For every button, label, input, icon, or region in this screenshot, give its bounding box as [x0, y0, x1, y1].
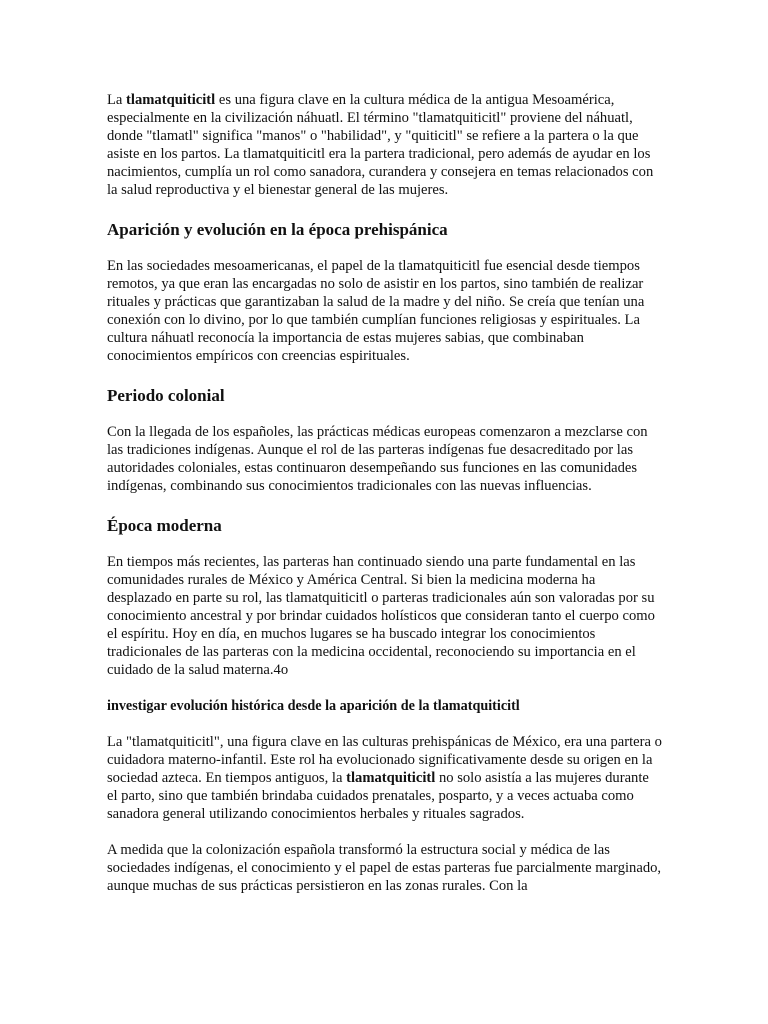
document-page: [107, 91, 663, 895]
section-heading-modern: Época moderna: [107, 516, 222, 535]
answer-term: tlamatquiticitl: [346, 770, 436, 786]
answer-paragraph-colonization: A medida que la colonización española transformó la estructura social y médica de las sociedades indígenas, el conocimiento y el papel de estas parteras fue parcialmente marginado, aunque muchas de sus prácticas persistieron en las zonas rurales. Con la: [107, 842, 662, 894]
section-heading-colonial: Periodo colonial: [107, 386, 225, 405]
answer-text-end: no solo asistía a las mujeres durante el parto, sino que también brindaba cuidados prenatales, posparto, y a veces actuaba como sanadora general utilizando conocimientos herbales y rituales sagrados.: [107, 770, 649, 822]
section-paragraph-colonial: Con la llegada de los españoles, las prácticas médicas europeas comenzaron a mezclarse con las tradiciones indígenas. Aunque el rol de las parteras indígenas fue desacreditado por las autoridades coloniales, estas continuaron desempeñando sus funciones en las comunidades indígenas, combinando sus conocimientos tradicionales con las nuevas influencias.: [107, 424, 648, 494]
answer-text-start: La "tlamatquiticitl", una figura clave en las culturas prehispánicas de México, era una partera o cuidadora materno-infantil. Este rol ha evolucionado significativamente desde su origen en la sociedad azteca. En tiempos antiguos, la: [107, 734, 662, 786]
section-paragraph-prehispanic: En las sociedades mesoamericanas, el papel de la tlamatquiticitl fue esencial desde tiempos remotos, ya que eran las encargadas no solo de asistir en los partos, sino también de realizar rituales y prácticas que garantizaban la salud de la madre y del niño. Se creía que tenían una conexión con lo divino, por lo que también cumplían funciones religiosas y espirituales. La cultura náhuatl reconocía la importancia de estas mujeres sabias, que combinaban conocimientos empíricos con creencias espirituales.: [107, 258, 645, 364]
prompt-heading: investigar evolución histórica desde la aparición de la tlamatquiticitl: [107, 698, 520, 714]
intro-paragraph: [107, 91, 663, 199]
answer-paragraph-origin: [107, 733, 663, 823]
section-heading-prehispanic: Aparición y evolución en la época prehispánica: [107, 220, 448, 239]
intro-term: tlamatquiticitl: [126, 92, 216, 108]
intro-text-start: La: [107, 92, 127, 108]
intro-text-end: es una figura clave en la cultura médica de la antigua Mesoamérica, especialmente en la civilización náhuatl. El término "tlamatquiticitl" proviene del náhuatl, donde "tlamatl" significa "manos" o "habilidad", y "quiticitl" se refiere a la partera o la que asiste en los partos. La tlamatquiticitl era la partera tradicional, pero además de ayudar en los nacimientos, cumplía un rol como sanadora, curandera y consejera en temas relacionados con la salud reproductiva y el bienestar general de las mujeres.: [107, 92, 654, 198]
section-paragraph-modern: En tiempos más recientes, las parteras han continuado siendo una parte fundamental en las comunidades rurales de México y América Central. Si bien la medicina moderna ha desplazado en parte su rol, las tlamatquiticitl o parteras tradicionales aún son valoradas por su conocimiento ancestral y por brindar cuidados holísticos que consideran tanto el cuerpo como el espíritu. Hoy en día, en muchos lugares se ha buscado integrar los conocimientos tradicionales de las parteras con la medicina occidental, reconociendo su importancia en el cuidado de la salud materna.4o: [107, 554, 655, 678]
